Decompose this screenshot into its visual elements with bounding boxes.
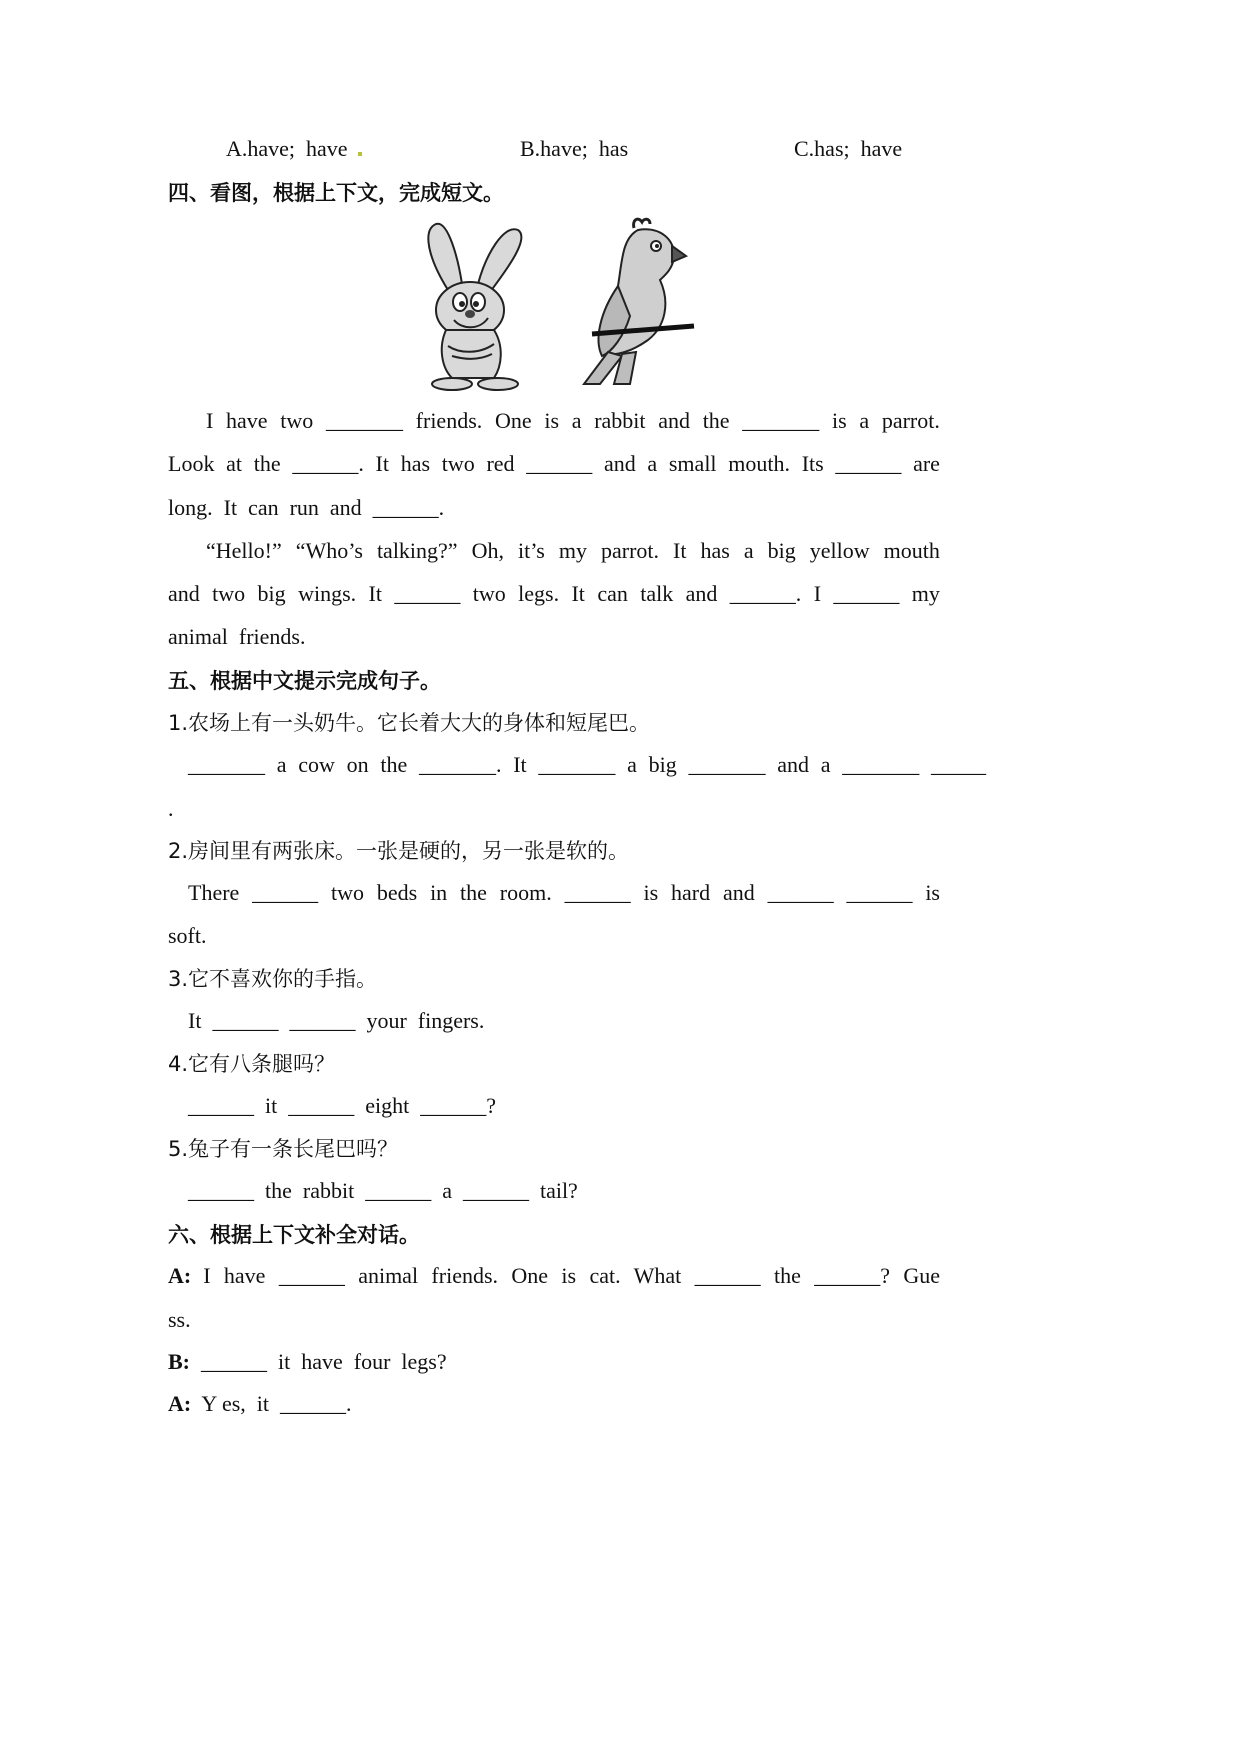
rabbit-illustration	[408, 218, 538, 396]
question-2-answer: There ______ two beds in the room. ______ is hard and ______ ______ is	[188, 880, 940, 905]
question-4-prompt: 4.它有八条腿吗？	[168, 1052, 336, 1076]
question-3-answer: It ______ ______ your fingers.	[188, 1008, 485, 1033]
dialogue-text: I have ______ animal friends. One is cat. What ______ the ______? Gue	[203, 1263, 940, 1288]
speaker-label: B:	[168, 1349, 190, 1374]
paragraph-2-line-1: “Hello!” “Who’s talking?” Oh, it’s my parrot. It has a big yellow mouth	[206, 538, 940, 563]
paragraph-1-line-2: Look at the ______. It has two red ______ and a small mouth. Its ______ are	[168, 451, 940, 476]
question-2-prompt: 2.房间里有两张床。一张是硬的，另一张是软的。	[168, 839, 630, 863]
question-1-answer: _______ a cow on the _______. It _______ a big _______ and a _______ _____	[188, 752, 986, 777]
speaker-label: A:	[168, 1391, 192, 1416]
choice-c: C.has; have	[794, 136, 903, 161]
choice-b: B.have; has	[520, 136, 629, 161]
parrot-illustration	[578, 216, 696, 386]
question-2-continuation: soft.	[168, 923, 207, 948]
dialogue-line-3	[168, 1347, 447, 1377]
section-4-title: 四、看图，根据上下文，完成短文。	[168, 181, 504, 205]
question-3-prompt: 3.它不喜欢你的手指。	[168, 967, 378, 991]
choice-a: A.have; have	[226, 134, 362, 164]
dialogue-text: Y es, it ______.	[201, 1391, 352, 1416]
paragraph-2-line-2: and two big wings. It ______ two legs. It can talk and ______. I ______ my	[168, 581, 940, 606]
dialogue-line-1	[168, 1261, 940, 1291]
dialogue-text: ______ it have four legs?	[201, 1349, 447, 1374]
question-5-answer: ______ the rabbit ______ a ______ tail?	[188, 1178, 578, 1203]
question-4-answer: ______ it ______ eight ______?	[188, 1093, 496, 1118]
paragraph-2-line-3: animal friends.	[168, 624, 306, 649]
paragraph-1-line-3: long. It can run and ______.	[168, 495, 445, 520]
section-6-title: 六、根据上下文补全对话。	[168, 1223, 420, 1247]
dialogue-line-4	[168, 1389, 352, 1419]
dialogue-line-2: ss.	[168, 1307, 191, 1332]
paragraph-1-line-1: I have two _______ friends. One is a rabbit and the _______ is a parrot.	[206, 408, 940, 433]
speaker-label: A:	[168, 1263, 192, 1288]
section-5-title: 五、根据中文提示完成句子。	[168, 669, 441, 693]
question-1-continuation: .	[168, 796, 174, 821]
question-1-prompt: 1.农场上有一头奶牛。它长着大大的身体和短尾巴。	[168, 711, 651, 735]
question-5-prompt: 5.兔子有一条长尾巴吗？	[168, 1137, 399, 1161]
